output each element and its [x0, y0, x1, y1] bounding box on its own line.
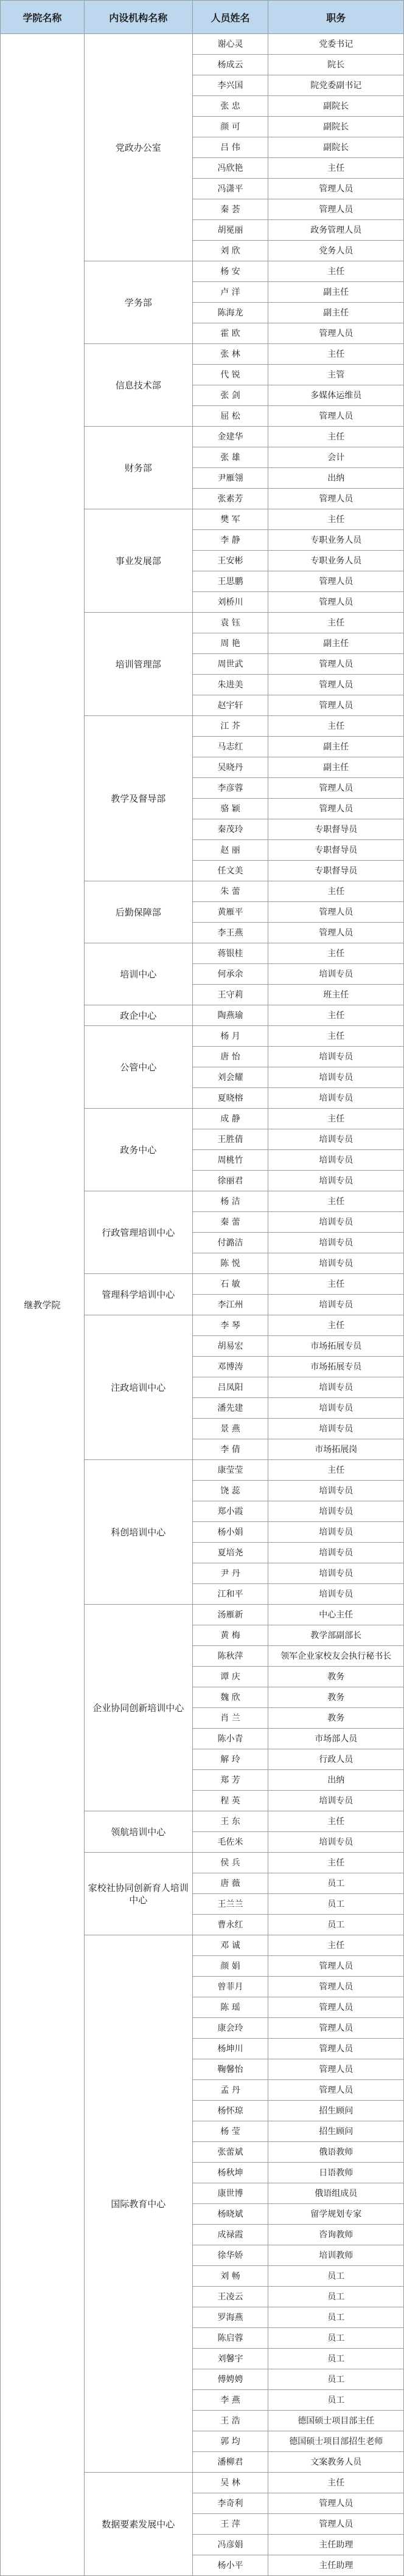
- person-position: 培训专员: [268, 1171, 404, 1191]
- person-position: 教学部副部长: [268, 1625, 404, 1646]
- department-name: 事业发展部: [84, 509, 192, 613]
- person-name: 康世博: [192, 2183, 268, 2204]
- person-name: 任文美: [192, 861, 268, 881]
- person-name: 杨小平: [192, 2555, 268, 2576]
- person-position: 管理人员: [268, 902, 404, 923]
- person-name: 潘先建: [192, 1398, 268, 1419]
- department-name: 党政办公室: [84, 34, 192, 261]
- person-name: 金建华: [192, 427, 268, 447]
- person-name: 黄 梅: [192, 1625, 268, 1646]
- person-name: 赵 丽: [192, 840, 268, 861]
- person-name: 张素芳: [192, 489, 268, 509]
- person-name: 李彦蓉: [192, 778, 268, 799]
- person-position: 出纳: [268, 1770, 404, 1791]
- department-name: 行政管理培训中心: [84, 1191, 192, 1274]
- person-name: 孟 丹: [192, 2080, 268, 2101]
- person-position: 培训专员: [268, 1377, 404, 1398]
- person-position: 副主任: [268, 757, 404, 778]
- person-position: 培训专员: [268, 1522, 404, 1543]
- person-name: 杨 洁: [192, 1191, 268, 1212]
- person-name: 杨 莹: [192, 2121, 268, 2142]
- person-name: 程 英: [192, 1791, 268, 1811]
- person-position: 管理人员: [268, 2059, 404, 2080]
- person-position: 员工: [268, 1915, 404, 1935]
- person-name: 杨晓斌: [192, 2204, 268, 2225]
- person-name: 王 浩: [192, 2411, 268, 2431]
- person-position: 教务: [268, 1667, 404, 1687]
- person-position: 政务管理人员: [268, 220, 404, 241]
- person-name: 王兰兰: [192, 1894, 268, 1915]
- person-position: 主任: [268, 1935, 404, 1956]
- person-position: 专职督导员: [268, 840, 404, 861]
- person-name: 王 萍: [192, 2514, 268, 2535]
- person-position: 主任: [268, 1274, 404, 1295]
- department-name: 后勤保障部: [84, 881, 192, 943]
- person-name: 潘柳君: [192, 2452, 268, 2473]
- person-name: 屈 松: [192, 406, 268, 427]
- person-position: 副主任: [268, 303, 404, 323]
- person-position: 中心主任: [268, 1605, 404, 1625]
- person-name: 王胜倩: [192, 1129, 268, 1150]
- person-position: 管理人员: [268, 1956, 404, 1977]
- department-name: 培训中心: [84, 943, 192, 1005]
- person-name: 刘馨宇: [192, 2349, 268, 2369]
- person-position: 管理人员: [268, 1977, 404, 1997]
- department-name: 教学及督导部: [84, 716, 192, 881]
- person-position: 主任: [268, 716, 404, 737]
- person-name: 刘 欣: [192, 241, 268, 261]
- person-position: 主任: [268, 1005, 404, 1026]
- person-position: 员工: [268, 2287, 404, 2307]
- person-name: 邓博涛: [192, 1357, 268, 1377]
- department-name: 培训管理部: [84, 613, 192, 716]
- person-position: 主任: [268, 613, 404, 633]
- person-name: 吕凤阳: [192, 1377, 268, 1398]
- person-name: 陶燕瑜: [192, 1005, 268, 1026]
- person-position: 行政人员: [268, 1749, 404, 1770]
- person-position: 培训专员: [268, 1088, 404, 1109]
- person-position: 主任: [268, 1109, 404, 1129]
- person-position: 专职业务人员: [268, 530, 404, 551]
- person-position: 管理人员: [268, 2080, 404, 2101]
- person-name: 成 静: [192, 1109, 268, 1129]
- person-name: 徐丽君: [192, 1171, 268, 1191]
- department-name: 科创培训中心: [84, 1460, 192, 1605]
- person-name: 侯 兵: [192, 1853, 268, 1873]
- person-position: 班主任: [268, 985, 404, 1005]
- person-position: 管理人员: [268, 2493, 404, 2514]
- person-name: 陈秋萍: [192, 1646, 268, 1667]
- person-position: 教务: [268, 1708, 404, 1729]
- header-department: 内设机构名称: [84, 1, 192, 34]
- table-row: [1, 34, 404, 55]
- person-name: 石 敏: [192, 1274, 268, 1295]
- department-name: 政务中心: [84, 1109, 192, 1191]
- person-name: 周桃竹: [192, 1150, 268, 1171]
- person-name: 江 芥: [192, 716, 268, 737]
- person-position: 培训专员: [268, 1253, 404, 1274]
- person-name: 郭 均: [192, 2431, 268, 2452]
- person-position: 专职业务人员: [268, 551, 404, 571]
- person-position: 专职督导员: [268, 819, 404, 840]
- person-name: 颜 娟: [192, 1956, 268, 1977]
- person-position: 员工: [268, 2266, 404, 2287]
- person-position: 培训专员: [268, 1543, 404, 1563]
- person-position: 员工: [268, 2307, 404, 2328]
- person-name: 卢 洋: [192, 282, 268, 303]
- person-name: 王思鹏: [192, 571, 268, 592]
- person-name: 汤雁新: [192, 1605, 268, 1625]
- person-position: 培训专员: [268, 1129, 404, 1150]
- person-name: 张 林: [192, 344, 268, 365]
- person-name: 陈小青: [192, 1729, 268, 1749]
- person-name: 杨小娟: [192, 1522, 268, 1543]
- person-position: 市场部人员: [268, 1729, 404, 1749]
- table-body: [1, 34, 404, 2576]
- person-position: 培训专员: [268, 1067, 404, 1088]
- person-position: 市场拓展专员: [268, 1357, 404, 1377]
- person-name: 杨 月: [192, 1026, 268, 1047]
- person-name: 谭 庆: [192, 1667, 268, 1687]
- person-name: 康莹莹: [192, 1460, 268, 1481]
- person-name: 朱进美: [192, 675, 268, 695]
- person-position: 院长: [268, 55, 404, 75]
- person-position: 主任: [268, 881, 404, 902]
- person-position: 会计: [268, 447, 404, 468]
- person-name: 李 琴: [192, 1315, 268, 1336]
- person-position: 管理人员: [268, 675, 404, 695]
- person-position: 主任: [268, 261, 404, 282]
- person-position: 德国硕士项目部主任: [268, 2411, 404, 2431]
- person-name: 李兴国: [192, 75, 268, 96]
- person-position: 管理人员: [268, 1997, 404, 2018]
- person-position: 管理人员: [268, 571, 404, 592]
- person-position: 党务人员: [268, 241, 404, 261]
- person-name: 夏晓榕: [192, 1088, 268, 1109]
- person-name: 秦茂玲: [192, 819, 268, 840]
- person-name: 魏 欣: [192, 1687, 268, 1708]
- person-position: 培训专员: [268, 1584, 404, 1605]
- department-name: 管理科学培训中心: [84, 1274, 192, 1315]
- department-name: 领航培训中心: [84, 1811, 192, 1853]
- person-name: 付潞洁: [192, 1233, 268, 1253]
- person-position: 管理人员: [268, 179, 404, 199]
- person-position: 培训专员: [268, 1501, 404, 1522]
- college-name: 继教学院: [1, 34, 85, 2576]
- person-position: 主任: [268, 1460, 404, 1481]
- person-position: 俄语教师: [268, 2142, 404, 2163]
- header-position: 职务: [268, 1, 404, 34]
- person-position: 员工: [268, 1873, 404, 1894]
- person-name: 尹雁翎: [192, 468, 268, 489]
- person-position: 主任: [268, 427, 404, 447]
- department-name: 财务部: [84, 427, 192, 509]
- person-name: 张 雄: [192, 447, 268, 468]
- person-position: 管理人员: [268, 323, 404, 344]
- person-position: 副主任: [268, 633, 404, 654]
- person-name: 吴 林: [192, 2473, 268, 2493]
- person-position: 俄语组成员: [268, 2183, 404, 2204]
- person-position: 员工: [268, 2369, 404, 2390]
- person-name: 李王燕: [192, 923, 268, 943]
- person-position: 员工: [268, 1894, 404, 1915]
- person-position: 培训专员: [268, 1563, 404, 1584]
- person-position: 培训专员: [268, 1150, 404, 1171]
- person-name: 王守莉: [192, 985, 268, 1005]
- person-name: 李奇利: [192, 2493, 268, 2514]
- person-position: 副主任: [268, 737, 404, 757]
- person-name: 唐 怡: [192, 1047, 268, 1067]
- person-name: 陈启蓉: [192, 2328, 268, 2349]
- person-name: 蒋银桂: [192, 943, 268, 964]
- person-name: 王安彬: [192, 551, 268, 571]
- person-name: 徐华娇: [192, 2245, 268, 2266]
- person-name: 王 东: [192, 1811, 268, 1832]
- department-name: 家校社协同创新育人培训中心: [84, 1853, 192, 1935]
- person-name: 秦 荟: [192, 199, 268, 220]
- person-name: 秦 蕾: [192, 1212, 268, 1233]
- person-name: 冯潇平: [192, 179, 268, 199]
- person-name: 张 忠: [192, 96, 268, 117]
- department-name: 信息技术部: [84, 344, 192, 427]
- person-name: 邓 诚: [192, 1935, 268, 1956]
- person-position: 培训专员: [268, 1295, 404, 1315]
- header-person-name: 人员姓名: [192, 1, 268, 34]
- person-name: 王凌云: [192, 2287, 268, 2307]
- person-name: 颜 可: [192, 117, 268, 137]
- person-name: 杨怀琼: [192, 2101, 268, 2121]
- person-position: 招生顾问: [268, 2121, 404, 2142]
- person-position: 出纳: [268, 468, 404, 489]
- person-name: 刘 畅: [192, 2266, 268, 2287]
- header-college: 学院名称: [1, 1, 85, 34]
- person-name: 代 锐: [192, 365, 268, 385]
- person-position: 主任: [268, 1853, 404, 1873]
- person-position: 日语教师: [268, 2163, 404, 2183]
- person-name: 夏培尧: [192, 1543, 268, 1563]
- person-position: 培训专员: [268, 1398, 404, 1419]
- person-position: 主任: [268, 2473, 404, 2493]
- person-position: 管理人员: [268, 778, 404, 799]
- department-name: 企业协同创新培训中心: [84, 1605, 192, 1811]
- department-name: 注政培训中心: [84, 1315, 192, 1460]
- person-position: 主任: [268, 158, 404, 179]
- person-position: 管理人员: [268, 406, 404, 427]
- person-name: 周 艳: [192, 633, 268, 654]
- person-position: 管理人员: [268, 654, 404, 675]
- person-position: 副院长: [268, 96, 404, 117]
- person-position: 主任助理: [268, 2555, 404, 2576]
- person-name: 吕 伟: [192, 137, 268, 158]
- person-position: 主任: [268, 1191, 404, 1212]
- person-position: 培训专员: [268, 1047, 404, 1067]
- person-name: 黄雁平: [192, 902, 268, 923]
- person-position: 主任: [268, 1026, 404, 1047]
- person-name: 傅娉娉: [192, 2369, 268, 2390]
- department-name: 学务部: [84, 261, 192, 344]
- person-position: 主任: [268, 943, 404, 964]
- person-position: 教务: [268, 1687, 404, 1708]
- person-position: 专职督导员: [268, 861, 404, 881]
- person-name: 马志红: [192, 737, 268, 757]
- person-name: 谢心灵: [192, 34, 268, 55]
- person-name: 陈 悦: [192, 1253, 268, 1274]
- person-name: 杨秋坤: [192, 2163, 268, 2183]
- person-position: 员工: [268, 2328, 404, 2349]
- person-name: 冯欣艳: [192, 158, 268, 179]
- person-position: 主任: [268, 1811, 404, 1832]
- person-position: 市场拓展岗: [268, 1439, 404, 1460]
- person-position: 招生顾问: [268, 2101, 404, 2121]
- person-name: 朱 蕾: [192, 881, 268, 902]
- person-position: 管理人员: [268, 923, 404, 943]
- person-name: 陈海龙: [192, 303, 268, 323]
- person-name: 曹永红: [192, 1915, 268, 1935]
- person-position: 培训专员: [268, 1233, 404, 1253]
- person-name: 杨坤川: [192, 2039, 268, 2059]
- person-position: 德国硕士项目部招生老师: [268, 2431, 404, 2452]
- person-name: 陈 瑶: [192, 1997, 268, 2018]
- person-name: 周世武: [192, 654, 268, 675]
- person-position: 留学规划专家: [268, 2204, 404, 2225]
- person-name: 赵宇轩: [192, 695, 268, 716]
- person-name: 康会玲: [192, 2018, 268, 2039]
- person-position: 主任: [268, 344, 404, 365]
- person-name: 张蕾斌: [192, 2142, 268, 2163]
- person-name: 樊 军: [192, 509, 268, 530]
- person-name: 吴晓丹: [192, 757, 268, 778]
- person-name: 李 倩: [192, 1439, 268, 1460]
- person-name: 毛佐米: [192, 1832, 268, 1853]
- person-position: 文案教务人员: [268, 2452, 404, 2473]
- person-name: 冯彦娟: [192, 2535, 268, 2555]
- person-position: 培训专员: [268, 1832, 404, 1853]
- person-name: 何承余: [192, 964, 268, 985]
- person-position: 多媒体运维员: [268, 385, 404, 406]
- person-name: 郑小霞: [192, 1501, 268, 1522]
- department-name: 政企中心: [84, 1005, 192, 1026]
- person-position: 培训专员: [268, 1212, 404, 1233]
- person-name: 霍 欧: [192, 323, 268, 344]
- person-position: 管理人员: [268, 489, 404, 509]
- person-position: 管理人员: [268, 799, 404, 819]
- person-position: 管理人员: [268, 2039, 404, 2059]
- person-name: 景 燕: [192, 1419, 268, 1439]
- person-name: 肖 兰: [192, 1708, 268, 1729]
- person-name: 袁 钰: [192, 613, 268, 633]
- person-position: 培训教师: [268, 2245, 404, 2266]
- person-position: 员工: [268, 2349, 404, 2369]
- person-name: 郑 芳: [192, 1770, 268, 1791]
- person-position: 副主任: [268, 282, 404, 303]
- person-name: 曾菲月: [192, 1977, 268, 1997]
- person-name: 解 玲: [192, 1749, 268, 1770]
- person-position: 管理人员: [268, 2514, 404, 2535]
- person-name: 骆 颖: [192, 799, 268, 819]
- person-position: 管理人员: [268, 592, 404, 613]
- person-position: 副院长: [268, 117, 404, 137]
- header-row: [1, 1, 404, 34]
- person-position: 党委书记: [268, 34, 404, 55]
- department-name: 公管中心: [84, 1026, 192, 1109]
- person-position: 领军企业家校友会执行秘书长: [268, 1646, 404, 1667]
- person-position: 员工: [268, 2390, 404, 2411]
- person-position: 副院长: [268, 137, 404, 158]
- person-name: 饶 蕊: [192, 1481, 268, 1501]
- department-name: 数据要素发展中心: [84, 2473, 192, 2576]
- person-name: 胡冕丽: [192, 220, 268, 241]
- person-name: 张 剑: [192, 385, 268, 406]
- person-name: 成禄霞: [192, 2225, 268, 2245]
- person-name: 唐 薇: [192, 1873, 268, 1894]
- person-name: 罗海燕: [192, 2307, 268, 2328]
- person-position: 主任: [268, 1315, 404, 1336]
- person-name: 胡易宏: [192, 1336, 268, 1357]
- person-position: 咨询教师: [268, 2225, 404, 2245]
- person-name: 李 燕: [192, 2390, 268, 2411]
- person-name: 杨成云: [192, 55, 268, 75]
- person-position: 培训专员: [268, 1791, 404, 1811]
- person-name: 李江州: [192, 1295, 268, 1315]
- person-name: 杨 安: [192, 261, 268, 282]
- person-position: 培训专员: [268, 964, 404, 985]
- person-name: 刘会耀: [192, 1067, 268, 1088]
- person-name: 江和平: [192, 1584, 268, 1605]
- person-position: 管理人员: [268, 695, 404, 716]
- person-name: 刘桥川: [192, 592, 268, 613]
- person-position: 培训专员: [268, 1419, 404, 1439]
- person-position: 培训专员: [268, 1481, 404, 1501]
- person-position: 市场拓展专员: [268, 1336, 404, 1357]
- person-position: 主管: [268, 365, 404, 385]
- person-position: 管理人员: [268, 2018, 404, 2039]
- department-name: 国际教育中心: [84, 1935, 192, 2473]
- person-name: 李 静: [192, 530, 268, 551]
- person-name: 尹 丹: [192, 1563, 268, 1584]
- person-position: 主任助理: [268, 2535, 404, 2555]
- person-position: 主任: [268, 509, 404, 530]
- person-position: 管理人员: [268, 199, 404, 220]
- person-name: 鞠馨怡: [192, 2059, 268, 2080]
- person-position: 院党委副书记: [268, 75, 404, 96]
